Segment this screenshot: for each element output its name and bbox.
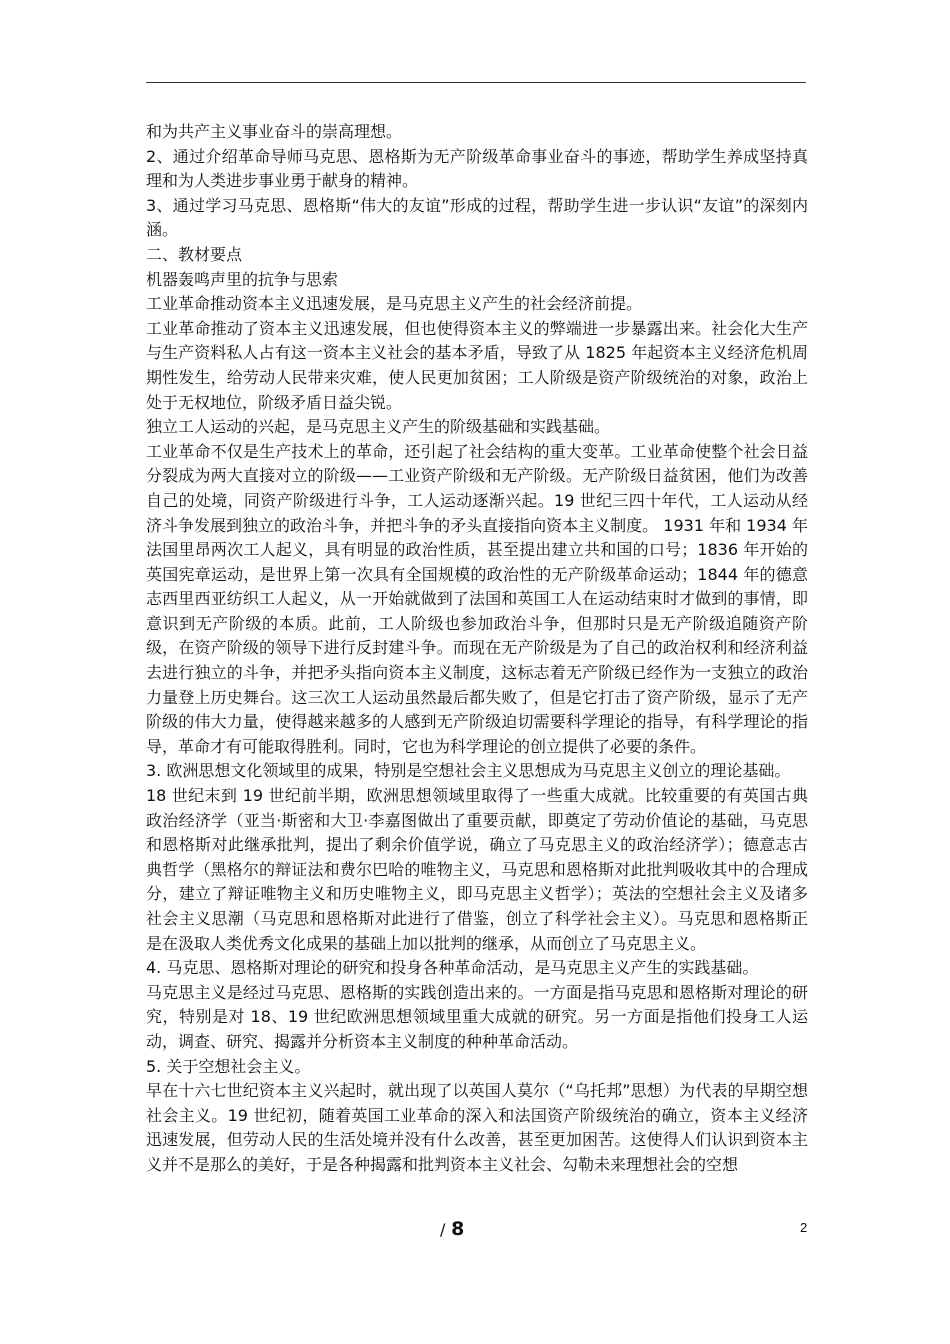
paragraph: 2、通过介绍革命导师马克思、恩格斯为无产阶级革命事业奋斗的事迹，帮助学生养成坚持真理和为人类进步事业勇于献身的精神。 — [146, 146, 808, 191]
paragraph: 3、通过学习马克思、恩格斯“伟大的友谊”形成的过程，帮助学生进一步认识“友谊”的深刻内涵。 — [146, 195, 808, 240]
paragraph: 早在十六七世纪资本主义兴起时，就出现了以英国人莫尔（“乌托邦”思想）为代表的早期空想社会主义。19 世纪初，随着英国工业革命的深入和法国资产阶级统治的确立，资本主义经济迅速发展，但劳动人民的生活处境并没有什么改善，甚至更加困苦。这使得人们认识到资本主义并不是那么的美好，于是各种揭露和批判资本主义社会、勾勒未来理想社会的空想 — [146, 1081, 808, 1174]
total-pages: 8 — [451, 1218, 465, 1240]
page-number: 2 — [800, 1220, 808, 1235]
paragraph: 18 世纪末到 19 世纪前半期，欧洲思想领域里取得了一些重大成就。比较重要的有英国古典政治经济学（亚当·斯密和大卫·李嘉图做出了重要贡献，即奠定了劳动价值论的基础，马克思和恩格斯对此继承批判，提出了剩余价值学说，确立了马克思主义的政治经济学）；德意志古典哲学（黑格尔的辩证法和费尔巴哈的唯物主义，马克思和恩格斯对此批判吸收其中的合理成分，建立了辩证唯物主义和历史唯物主义，即马克思主义哲学）；英法的空想社会主义及诸多社会主义思潮（马克思和恩格斯对此进行了借鉴，创立了科学社会主义）。马克思和恩格斯正是在汲取人类优秀文化成果的基础上加以批判的继承，从而创立了马克思主义。 — [146, 786, 808, 953]
section-heading: 二、教材要点 — [146, 244, 243, 264]
subsection-heading: 机器轰鸣声里的抗争与思索 — [146, 269, 339, 289]
paragraph: 和为共产主义事业奋斗的崇高理想。 — [146, 122, 403, 141]
paragraph: 工业革命推动了资本主义迅速发展，但也使得资本主义的弊端进一步暴露出来。社会化大生产与生产资料私人占有这一资本主义社会的基本矛盾，导致了从 1825 年起资本主义经济危机周期性发生，给劳动人民带来灾难，使人民更加贫困；工人阶级是资产阶级统治的对象，政治上处于无权地位，阶级矛盾日益尖锐。 — [146, 318, 808, 412]
point-heading: 3. 欧洲思想文化领域里的成果，特别是空想社会主义思想成为马克思主义创立的理论基础。 — [146, 761, 791, 781]
paragraph: 工业革命不仅是生产技术上的革命，还引起了社会结构的重大变革。工业革命使整个社会日益分裂成为两大直接对立的阶级——工业资产阶级和无产阶级。无产阶级日益贫困，他们为改善自己的处境，同资产阶级进行斗争，工人运动逐渐兴起。19 世纪三四十年代，工人运动从经济斗争发展到独立的政治斗争，并把斗争的矛头直接指向资本主义制度。 1931 年和 1934 年法国里昂两次工人起义，具有明显的政治性质，甚至提出建立共和国的口号；1836 年开始的英国宪章运动，是世界上第一次具有全国规模的政治性的无产阶级革命运动；1844 年的德意志西里西亚纺织工人起义，从一开始就做到了法国和英国工人在运动结束时才做到的事情，即意识到无产阶级的本质。此前，工人阶级也参加政治斗争，但那时只是无产阶级追随资产阶级，在资产阶级的领导下进行反封建斗争。而现在无产阶级是为了自己的政治权利和经济利益去进行独立的斗争，并把矛头指向资本主义制度，这标志着无产阶级已经作为一支独立的政治力量登上历史舞台。这三次工人运动虽然最后都失败了，但是它打击了资产阶级，显示了无产阶级的伟大力量，使得越来越多的人感到无产阶级迫切需要科学理论的指导，有科学理论的指导，革命才有可能取得胜利。同时，它也为科学理论的创立提供了必要的条件。 — [146, 441, 808, 756]
page-count — [440, 1218, 464, 1240]
point-heading: 5. 关于空想社会主义。 — [146, 1056, 311, 1076]
document-body — [146, 120, 808, 1178]
point-heading: 4. 马克思、恩格斯对理论的研究和投身各种革命活动，是马克思主义产生的实践基础。 — [146, 958, 759, 978]
paragraph: 马克思主义是经过马克思、恩格斯的实践创造出来的。一方面是指马克思和恩格斯对理论的研究，特别是对 18、19 世纪欧洲思想领域里重大成就的研究。另一方面是指他们投身工人运动，调查、研究、揭露并分析资本主义制度的种种革命活动。 — [146, 982, 808, 1051]
header-rule — [146, 82, 806, 83]
point-heading: 工业革命推动资本主义迅速发展，是马克思主义产生的社会经济前提。 — [146, 294, 643, 314]
page-count-slash: / — [440, 1220, 446, 1239]
point-heading: 独立工人运动的兴起，是马克思主义产生的阶级基础和实践基础。 — [146, 417, 611, 437]
